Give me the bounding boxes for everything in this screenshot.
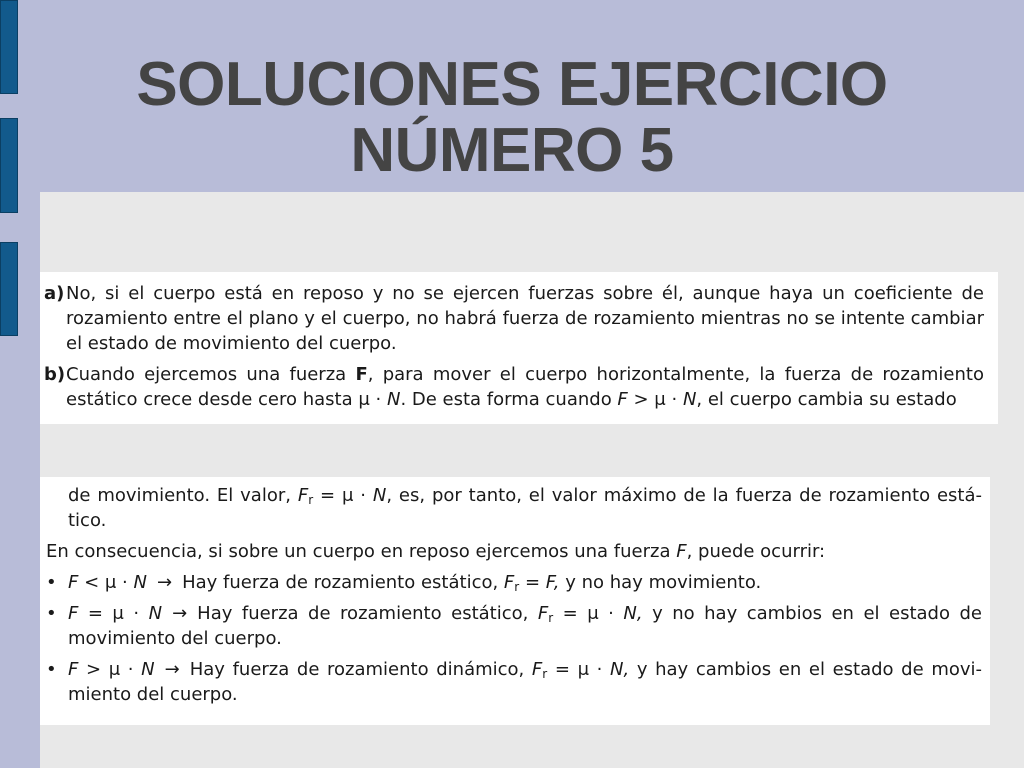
answer-a-text: No, si el cuerpo está en reposo y no se ejercen fuerzas sobre él, aunque haya un coeficiente de rozamiento entre el plano y el cuerpo, no habrá fuerza de rozamiento mientras no se intente cambiar el estado de movimiento del cuerpo. bbox=[66, 283, 984, 354]
arrow-icon: → bbox=[156, 572, 173, 593]
bullet-icon: • bbox=[46, 572, 57, 593]
case-item bbox=[46, 570, 982, 595]
answer-panel-bottom bbox=[40, 477, 990, 725]
bullet-icon: • bbox=[46, 659, 57, 680]
left-accent-bar bbox=[0, 118, 18, 213]
answer-panel-top bbox=[40, 272, 998, 424]
case-text: F < μ · N → Hay fuerza de rozamiento estático, $F_r = F$, y no hay movimiento. bbox=[68, 572, 762, 594]
answer-a-label: a) bbox=[44, 283, 65, 304]
arrow-icon: → bbox=[172, 603, 188, 624]
answer-b-text: Cuando ejercemos una fuerza F, para mover el cuerpo horizontalmente, la fuerza de rozamiento estático crece desde cero hasta μ · N. De esta forma cuando F > μ · N, el cuerpo cambia su estado bbox=[66, 364, 984, 410]
title-line-2: NÚMERO 5 bbox=[350, 116, 674, 185]
answer-b-label: b) bbox=[44, 364, 66, 385]
case-item bbox=[46, 601, 982, 651]
case-item bbox=[46, 657, 982, 707]
answer-b-continuation: de movimiento. El valor, $F_r = \mu \cdot N$, es, por tanto, el valor máximo de la fuerza de rozamiento estático. bbox=[68, 485, 982, 531]
answer-b bbox=[44, 362, 984, 412]
slide-title bbox=[40, 52, 984, 184]
bullet-icon: • bbox=[46, 603, 57, 624]
left-accent-bar bbox=[0, 242, 18, 336]
case-text: F > μ · N → Hay fuerza de rozamiento dinámico, $F_r = \mu \cdot N$, y hay cambios en el estado de movimiento del cuerpo. bbox=[68, 659, 983, 705]
answer-a bbox=[44, 281, 984, 356]
case-text: F = μ · N → Hay fuerza de rozamiento estático, $F_r = \mu \cdot N$, y no hay cambios en el estado de movimiento del cuerpo. bbox=[68, 603, 982, 649]
title-line-1: SOLUCIONES EJERCICIO bbox=[136, 50, 888, 119]
left-accent-bar bbox=[0, 0, 18, 94]
content-area bbox=[40, 192, 1024, 768]
consequence-paragraph: En consecuencia, si sobre un cuerpo en reposo ejercemos una fuerza F, puede ocurrir: bbox=[46, 541, 826, 562]
arrow-icon: → bbox=[164, 659, 180, 680]
